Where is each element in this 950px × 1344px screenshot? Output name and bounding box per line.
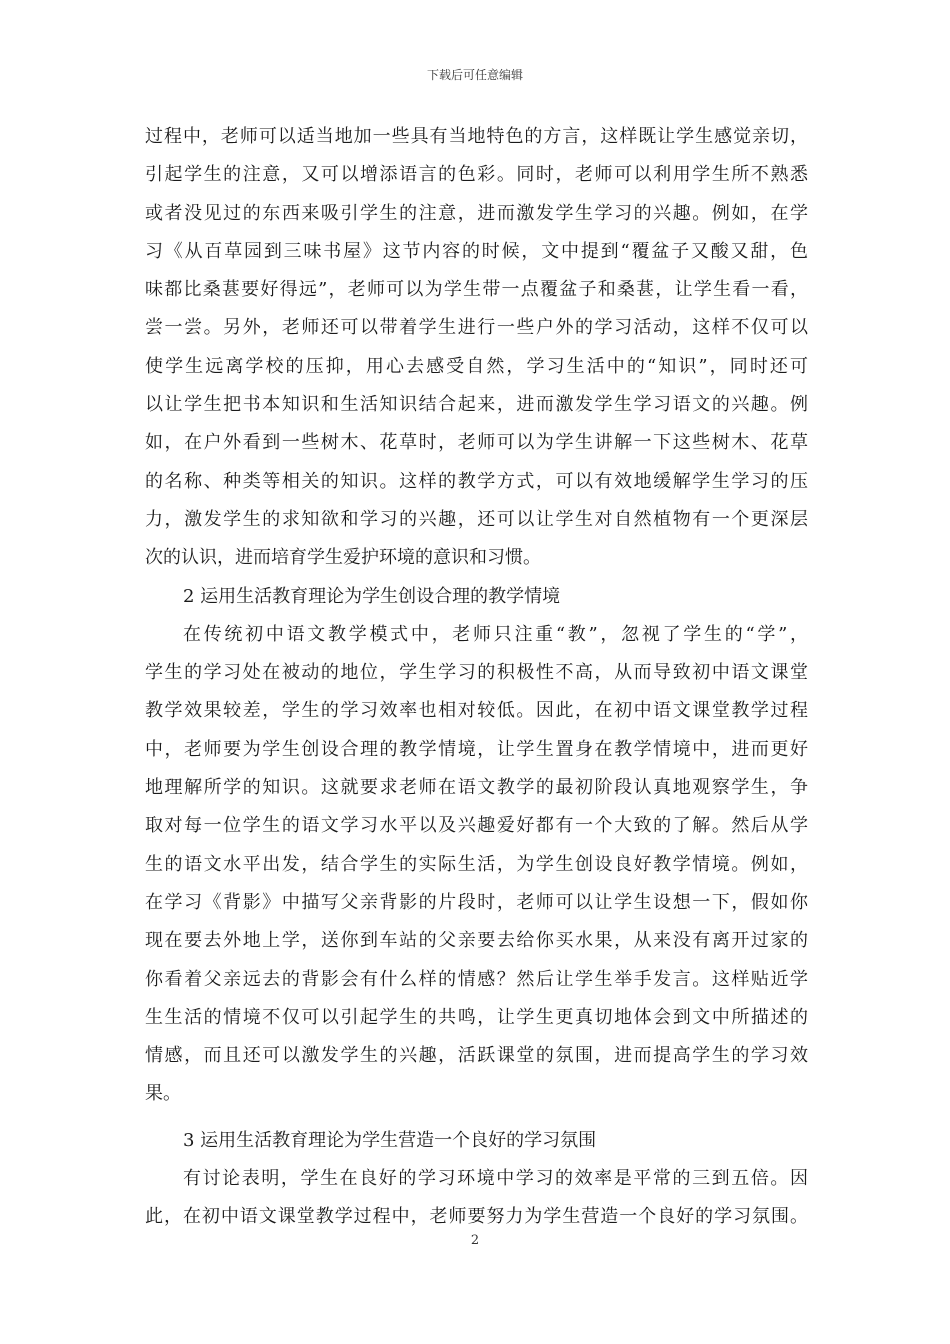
text-line: 生生活的情境不仅可以引起学生的共鸣，让学生更真切地体会到文中所描述的 [145, 1006, 808, 1028]
text-line: 使学生远离学校的压抑，用心去感受自然，学习生活中的“知识”，同时还可 [145, 355, 808, 377]
text-line: 此，在初中语文课堂教学过程中，老师要努力为学生营造一个良好的学习氛围。 [145, 1206, 808, 1228]
text-line: 力，激发学生的求知欲和学习的兴趣，还可以让学生对自然植物有一个更深层 [145, 508, 808, 530]
section-heading-3: 3 运用生活教育理论为学生营造一个良好的学习氛围 [183, 1129, 597, 1151]
text-line: 习《从百草园到三味书屋》这节内容的时候，文中提到“覆盆子又酸又甜，色 [145, 240, 808, 262]
text-line: 的名称、种类等相关的知识。这样的教学方式，可以有效地缓解学生学习的压 [145, 470, 808, 492]
text-line: 有讨论表明，学生在良好的学习环境中学习的效率是平常的三到五倍。因 [183, 1168, 808, 1190]
text-line: 次的认识，进而培育学生爱护环境的意识和习惯。 [145, 547, 541, 569]
text-line: 在传统初中语文教学模式中，老师只注重“教”，忽视了学生的“学”， [183, 623, 808, 645]
text-line: 情感，而且还可以激发学生的兴趣，活跃课堂的氛围，进而提高学生的学习效 [145, 1045, 808, 1067]
document-body [145, 118, 808, 1237]
section-heading-2: 2 运用生活教育理论为学生创设合理的教学情境 [183, 585, 561, 607]
text-line: 味都比桑葚要好得远”，老师可以为学生带一点覆盆子和桑葚，让学生看一看， [145, 279, 808, 301]
text-line: 学生的学习处在被动的地位，学生学习的积极性不高，从而导致初中语文课堂 [145, 662, 808, 684]
text-line: 教学效果较差，学生的学习效率也相对较低。因此，在初中语文课堂教学过程 [145, 700, 808, 722]
text-line: 尝一尝。另外，老师还可以带着学生进行一些户外的学习活动，这样不仅可以 [145, 317, 808, 339]
text-line: 你看着父亲远去的背影会有什么样的情感？然后让学生举手发言。这样贴近学 [145, 968, 808, 990]
text-line: 地理解所学的知识。这就要求老师在语文教学的最初阶段认真地观察学生，争 [145, 777, 808, 799]
paragraph-1 [145, 118, 808, 578]
paragraph-2 [145, 616, 808, 1114]
text-line: 取对每一位学生的语文学习水平以及兴趣爱好都有一个大致的了解。然后从学 [145, 815, 808, 837]
paragraph-3 [145, 1160, 808, 1237]
text-line: 在学习《背影》中描写父亲背影的片段时，老师可以让学生设想一下，假如你 [145, 891, 808, 913]
text-line: 过程中，老师可以适当地加一些具有当地特色的方言，这样既让学生感觉亲切， [145, 126, 808, 147]
text-line: 中，老师要为学生创设合理的教学情境，让学生置身在教学情境中，进而更好 [145, 738, 808, 760]
text-line: 或者没见过的东西来吸引学生的注意，进而激发学生学习的兴趣。例如，在学 [145, 202, 808, 224]
text-line: 生的语文水平出发，结合学生的实际生活，为学生创设良好教学情境。例如， [145, 853, 808, 875]
text-line: 果。 [145, 1083, 181, 1105]
page-number: 2 [470, 1233, 480, 1248]
text-line: 以让学生把书本知识和生活知识结合起来，进而激发学生学习语文的兴趣。例 [145, 394, 808, 416]
text-line: 如，在户外看到一些树木、花草时，老师可以为学生讲解一下这些树木、花草 [145, 432, 808, 454]
text-line: 现在要去外地上学，送你到车站的父亲要去给你买水果，从来没有离开过家的 [145, 930, 808, 952]
text-line: 引起学生的注意，又可以增添语言的色彩。同时，老师可以利用学生所不熟悉 [145, 164, 808, 186]
page-header-note: 下载后可任意编辑 [426, 68, 523, 82]
